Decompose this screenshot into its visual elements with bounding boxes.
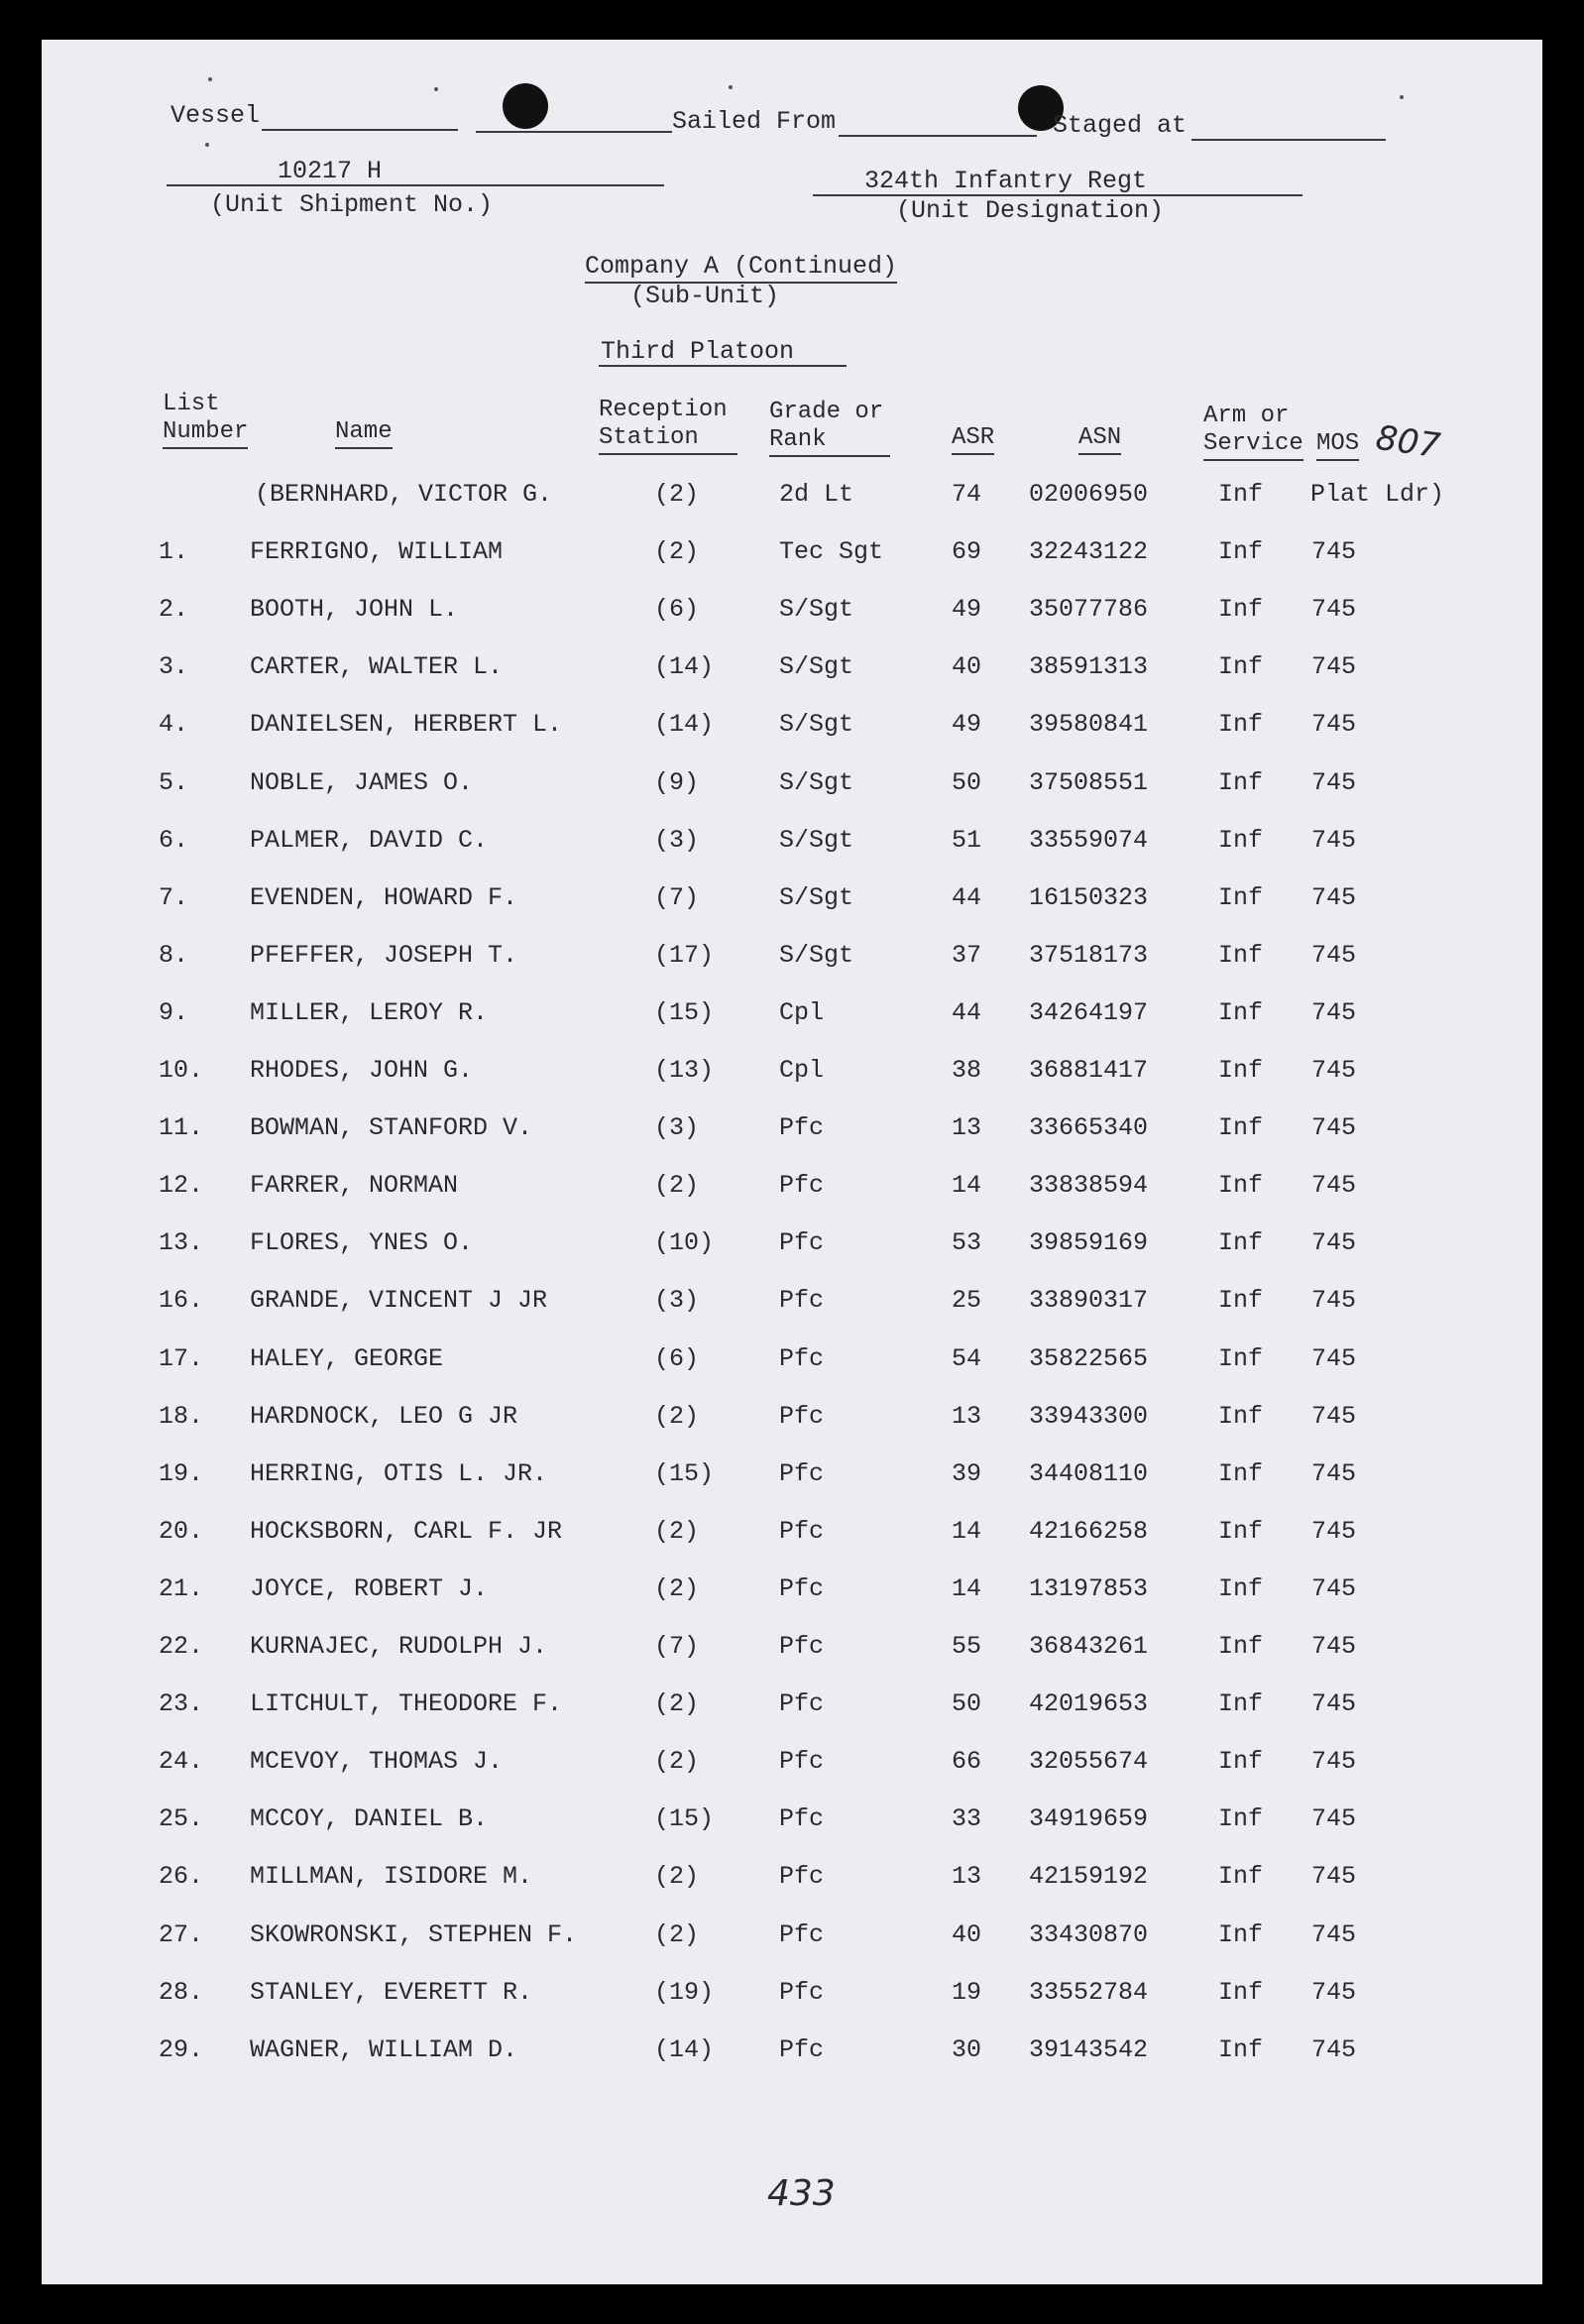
table-row xyxy=(42,883,1542,923)
table-row xyxy=(42,1632,1542,1672)
table-row xyxy=(42,480,1542,520)
speck xyxy=(208,77,212,81)
row-number: 29. xyxy=(159,2034,204,2064)
row-mos: 745 xyxy=(1311,652,1357,682)
table-row xyxy=(42,1113,1542,1153)
row-asn: 34919659 xyxy=(1029,1804,1149,1834)
row-asr: 49 xyxy=(952,710,982,740)
row-name: PFEFFER, JOSEPH T. xyxy=(250,940,518,970)
row-asn: 16150323 xyxy=(1029,882,1149,912)
row-arm: Inf xyxy=(1218,1862,1264,1892)
row-name: HERRING, OTIS L. JR. xyxy=(250,1458,548,1488)
row-name: LITCHULT, THEODORE F. xyxy=(250,1689,563,1719)
row-number: 25. xyxy=(159,1804,204,1834)
row-grade: Pfc xyxy=(779,1171,825,1201)
row-arm: Inf xyxy=(1218,997,1264,1027)
row-number: 2. xyxy=(159,595,189,625)
speck xyxy=(434,87,438,91)
row-asn: 39859169 xyxy=(1029,1228,1149,1258)
row-arm: Inf xyxy=(1218,1689,1264,1719)
row-arm: Inf xyxy=(1218,1171,1264,1201)
row-name: HALEY, GEORGE xyxy=(250,1343,444,1373)
row-reception-station: (14) xyxy=(654,2034,715,2064)
row-name: MILLMAN, ISIDORE M. xyxy=(250,1862,533,1892)
unit-shipment-caption: (Unit Shipment No.) xyxy=(210,190,494,219)
row-number: 23. xyxy=(159,1689,204,1719)
row-mos: Plat Ldr) xyxy=(1310,480,1445,509)
vessel-underline-2 xyxy=(476,131,672,133)
row-name: NOBLE, JAMES O. xyxy=(250,767,474,797)
sailed-from-label: Sailed From xyxy=(672,107,837,136)
row-grade: Pfc xyxy=(779,1862,825,1892)
row-reception-station: (2) xyxy=(654,1516,700,1546)
row-mos: 745 xyxy=(1311,1862,1357,1892)
row-arm: Inf xyxy=(1218,1343,1264,1373)
row-reception-station: (2) xyxy=(654,537,700,567)
row-grade: Pfc xyxy=(779,1573,825,1603)
row-arm: Inf xyxy=(1218,1458,1264,1488)
row-number: 27. xyxy=(159,1919,204,1949)
row-name: FERRIGNO, WILLIAM xyxy=(250,537,504,567)
row-grade: Pfc xyxy=(779,1632,825,1661)
row-number: 16. xyxy=(159,1286,204,1316)
row-reception-station: (3) xyxy=(654,1286,700,1316)
row-asr: 14 xyxy=(952,1171,982,1201)
row-asr: 40 xyxy=(952,652,982,682)
row-asn: 36881417 xyxy=(1029,1056,1149,1085)
table-row xyxy=(42,1517,1542,1557)
row-asn: 33665340 xyxy=(1029,1113,1149,1143)
row-asr: 66 xyxy=(952,1747,982,1777)
row-number: 21. xyxy=(159,1573,204,1603)
row-asn: 37518173 xyxy=(1029,940,1149,970)
table-row xyxy=(42,768,1542,808)
sub-unit-caption: (Sub-Unit) xyxy=(630,282,780,310)
row-mos: 745 xyxy=(1311,767,1357,797)
row-asr: 50 xyxy=(952,1689,982,1719)
row-arm: Inf xyxy=(1218,1804,1264,1834)
row-reception-station: (15) xyxy=(654,997,715,1027)
row-mos: 745 xyxy=(1311,1977,1357,2007)
table-row xyxy=(42,941,1542,981)
table-row xyxy=(42,1978,1542,2018)
table-row xyxy=(42,1689,1542,1729)
row-mos: 745 xyxy=(1311,1286,1357,1316)
row-number: 1. xyxy=(159,537,189,567)
sub-unit: Company A (Continued) xyxy=(585,252,897,284)
row-grade: Pfc xyxy=(779,1747,825,1777)
speck xyxy=(205,143,209,147)
row-number: 26. xyxy=(159,1862,204,1892)
table-row xyxy=(42,1056,1542,1096)
table-row xyxy=(42,1171,1542,1211)
row-asn: 33552784 xyxy=(1029,1977,1149,2007)
row-arm: Inf xyxy=(1218,537,1264,567)
table-row xyxy=(42,1228,1542,1268)
row-mos: 745 xyxy=(1311,882,1357,912)
row-arm: Inf xyxy=(1218,1919,1264,1949)
row-asr: 13 xyxy=(952,1113,982,1143)
row-asn: 33838594 xyxy=(1029,1171,1149,1201)
row-asn: 33430870 xyxy=(1029,1919,1149,1949)
row-name: GRANDE, VINCENT J JR xyxy=(250,1286,548,1316)
row-reception-station: (3) xyxy=(654,1113,700,1143)
col-list-number: List Number xyxy=(163,391,248,449)
row-asr: 37 xyxy=(952,940,982,970)
row-name: HOCKSBORN, CARL F. JR xyxy=(250,1516,563,1546)
row-grade: Cpl xyxy=(779,997,825,1027)
row-reception-station: (2) xyxy=(654,1747,700,1777)
row-number: 6. xyxy=(159,825,189,855)
row-arm: Inf xyxy=(1218,1286,1264,1316)
row-arm: Inf xyxy=(1218,1977,1264,2007)
row-grade: Pfc xyxy=(779,1689,825,1719)
row-asn: 38591313 xyxy=(1029,652,1149,682)
row-number: 3. xyxy=(159,652,189,682)
row-grade: Pfc xyxy=(779,1804,825,1834)
row-mos: 745 xyxy=(1311,1689,1357,1719)
col-reception-station: Reception Station xyxy=(599,397,737,455)
row-asr: 53 xyxy=(952,1228,982,1258)
row-reception-station: (6) xyxy=(654,1343,700,1373)
vessel-underline xyxy=(262,129,458,131)
row-grade: Pfc xyxy=(779,1401,825,1431)
row-name: EVENDEN, HOWARD F. xyxy=(250,882,518,912)
row-reception-station: (2) xyxy=(654,1171,700,1201)
row-mos: 745 xyxy=(1311,1747,1357,1777)
row-asn: 35822565 xyxy=(1029,1343,1149,1373)
row-asr: 54 xyxy=(952,1343,982,1373)
row-asn: 32055674 xyxy=(1029,1747,1149,1777)
row-number: 9. xyxy=(159,997,189,1027)
unit-designation: 324th Infantry Regt xyxy=(864,167,1148,195)
row-grade: Pfc xyxy=(779,1458,825,1488)
row-name: WAGNER, WILLIAM D. xyxy=(250,2034,518,2064)
punch-hole-left xyxy=(503,83,548,129)
row-grade: Pfc xyxy=(779,1113,825,1143)
row-grade: S/Sgt xyxy=(779,652,854,682)
unit-designation-caption: (Unit Designation) xyxy=(896,196,1165,225)
row-asn: 33890317 xyxy=(1029,1286,1149,1316)
row-reception-station: (19) xyxy=(654,1977,715,2007)
staged-at-underline xyxy=(1191,139,1386,141)
row-asn: 37508551 xyxy=(1029,767,1149,797)
row-grade: Tec Sgt xyxy=(779,537,884,567)
row-grade: S/Sgt xyxy=(779,767,854,797)
row-number: 22. xyxy=(159,1632,204,1661)
row-number: 8. xyxy=(159,940,189,970)
row-grade: Cpl xyxy=(779,1056,825,1085)
table-row xyxy=(42,1459,1542,1499)
row-arm: Inf xyxy=(1218,882,1264,912)
row-asr: 13 xyxy=(952,1862,982,1892)
row-arm: Inf xyxy=(1218,1573,1264,1603)
row-mos: 745 xyxy=(1311,825,1357,855)
row-number: 12. xyxy=(159,1171,204,1201)
table-row xyxy=(42,1920,1542,1960)
row-asn: 34264197 xyxy=(1029,997,1149,1027)
row-mos: 745 xyxy=(1311,997,1357,1027)
row-reception-station: (2) xyxy=(654,1689,700,1719)
row-asr: 44 xyxy=(952,882,982,912)
row-arm: Inf xyxy=(1218,1056,1264,1085)
row-grade: S/Sgt xyxy=(779,825,854,855)
vessel-label: Vessel xyxy=(170,101,261,130)
table-row xyxy=(42,1286,1542,1326)
row-name: FLORES, YNES O. xyxy=(250,1228,474,1258)
row-number: 4. xyxy=(159,710,189,740)
row-arm: Inf xyxy=(1218,1632,1264,1661)
row-asr: 39 xyxy=(952,1458,982,1488)
row-asn: 39143542 xyxy=(1029,2034,1149,2064)
col-asn: ASN xyxy=(1078,424,1121,455)
col-arm-service: Arm or Service xyxy=(1203,403,1303,461)
table-row xyxy=(42,595,1542,635)
row-asn: 33559074 xyxy=(1029,825,1149,855)
row-number: 18. xyxy=(159,1401,204,1431)
row-number: 13. xyxy=(159,1228,204,1258)
row-mos: 745 xyxy=(1311,2034,1357,2064)
row-number: 17. xyxy=(159,1343,204,1373)
table-row xyxy=(42,537,1542,577)
row-mos: 745 xyxy=(1311,1056,1357,1085)
row-mos: 745 xyxy=(1311,1516,1357,1546)
row-reception-station: (14) xyxy=(654,652,715,682)
row-asr: 19 xyxy=(952,1977,982,2007)
row-asr: 44 xyxy=(952,997,982,1027)
unit-shipment-underline xyxy=(167,184,664,186)
row-reception-station: (17) xyxy=(654,940,715,970)
row-mos: 745 xyxy=(1311,940,1357,970)
row-name: BOWMAN, STANFORD V. xyxy=(250,1113,533,1143)
col-mos: MOS xyxy=(1316,430,1359,461)
row-number: 10. xyxy=(159,1056,204,1085)
row-asr: 14 xyxy=(952,1516,982,1546)
row-mos: 745 xyxy=(1311,710,1357,740)
row-number: 7. xyxy=(159,882,189,912)
row-reception-station: (2) xyxy=(654,480,700,509)
row-asr: 55 xyxy=(952,1632,982,1661)
table-row xyxy=(42,1574,1542,1614)
row-name: KURNAJEC, RUDOLPH J. xyxy=(250,1632,548,1661)
row-name: MILLER, LEROY R. xyxy=(250,997,489,1027)
row-asn: 42166258 xyxy=(1029,1516,1149,1546)
row-asr: 30 xyxy=(952,2034,982,2064)
row-grade: S/Sgt xyxy=(779,940,854,970)
row-asr: 74 xyxy=(952,480,982,509)
sailed-from-underline xyxy=(839,135,1037,137)
row-number: 20. xyxy=(159,1516,204,1546)
row-name: MCEVOY, THOMAS J. xyxy=(250,1747,504,1777)
row-asn: 42019653 xyxy=(1029,1689,1149,1719)
row-arm: Inf xyxy=(1218,710,1264,740)
row-asr: 49 xyxy=(952,595,982,625)
row-name: MCCOY, DANIEL B. xyxy=(250,1804,489,1834)
row-number: 5. xyxy=(159,767,189,797)
row-number: 19. xyxy=(159,1458,204,1488)
row-reception-station: (14) xyxy=(654,710,715,740)
row-name: PALMER, DAVID C. xyxy=(250,825,489,855)
row-asr: 25 xyxy=(952,1286,982,1316)
row-reception-station: (15) xyxy=(654,1804,715,1834)
row-reception-station: (3) xyxy=(654,825,700,855)
row-reception-station: (2) xyxy=(654,1573,700,1603)
row-mos: 745 xyxy=(1311,1919,1357,1949)
row-reception-station: (7) xyxy=(654,1632,700,1661)
table-row xyxy=(42,2035,1542,2075)
row-asn: 33943300 xyxy=(1029,1401,1149,1431)
row-grade: Pfc xyxy=(779,1919,825,1949)
col-grade-rank: Grade or Rank xyxy=(769,399,890,457)
row-arm: Inf xyxy=(1218,595,1264,625)
row-mos: 745 xyxy=(1311,1113,1357,1143)
document-page xyxy=(42,40,1542,2284)
table-row xyxy=(42,1344,1542,1384)
row-reception-station: (2) xyxy=(654,1862,700,1892)
table-row xyxy=(42,1862,1542,1902)
row-asn: 39580841 xyxy=(1029,710,1149,740)
row-asn: 35077786 xyxy=(1029,595,1149,625)
row-arm: Inf xyxy=(1218,2034,1264,2064)
row-asn: 34408110 xyxy=(1029,1458,1149,1488)
row-mos: 745 xyxy=(1311,1804,1357,1834)
row-arm: Inf xyxy=(1218,767,1264,797)
row-asr: 33 xyxy=(952,1804,982,1834)
row-number: 11. xyxy=(159,1113,204,1143)
row-grade: Pfc xyxy=(779,1516,825,1546)
staged-at-label: Staged at xyxy=(1053,111,1188,140)
row-mos: 745 xyxy=(1311,1228,1357,1258)
table-row xyxy=(42,1402,1542,1442)
table-row xyxy=(42,652,1542,692)
row-grade: Pfc xyxy=(779,1228,825,1258)
row-asr: 40 xyxy=(952,1919,982,1949)
row-asn: 32243122 xyxy=(1029,537,1149,567)
table-row xyxy=(42,1747,1542,1787)
row-grade: S/Sgt xyxy=(779,710,854,740)
row-reception-station: (15) xyxy=(654,1458,715,1488)
row-reception-station: (2) xyxy=(654,1401,700,1431)
row-reception-station: (13) xyxy=(654,1056,715,1085)
row-mos: 745 xyxy=(1311,1343,1357,1373)
row-asr: 50 xyxy=(952,767,982,797)
row-mos: 745 xyxy=(1311,537,1357,567)
row-mos: 745 xyxy=(1311,1632,1357,1661)
row-asr: 51 xyxy=(952,825,982,855)
row-arm: Inf xyxy=(1218,940,1264,970)
platoon-underline xyxy=(599,365,847,367)
row-mos: 745 xyxy=(1311,1401,1357,1431)
table-row xyxy=(42,1804,1542,1844)
row-reception-station: (7) xyxy=(654,882,700,912)
row-grade: Pfc xyxy=(779,1343,825,1373)
row-asn: 13197853 xyxy=(1029,1573,1149,1603)
row-reception-station: (2) xyxy=(654,1919,700,1949)
row-reception-station: (9) xyxy=(654,767,700,797)
row-name: (BERNHARD, VICTOR G. xyxy=(255,480,553,509)
row-mos: 745 xyxy=(1311,1171,1357,1201)
col-asr: ASR xyxy=(952,424,994,455)
platoon-title: Third Platoon xyxy=(601,337,795,366)
row-grade: Pfc xyxy=(779,1977,825,2007)
row-number: 24. xyxy=(159,1747,204,1777)
row-name: CARTER, WALTER L. xyxy=(250,652,504,682)
row-mos: 745 xyxy=(1311,1458,1357,1488)
row-grade: S/Sgt xyxy=(779,595,854,625)
row-arm: Inf xyxy=(1218,1516,1264,1546)
row-asr: 13 xyxy=(952,1401,982,1431)
row-asr: 14 xyxy=(952,1573,982,1603)
row-reception-station: (6) xyxy=(654,595,700,625)
table-row xyxy=(42,826,1542,866)
row-number: 28. xyxy=(159,1977,204,2007)
row-name: HARDNOCK, LEO G JR xyxy=(250,1401,518,1431)
row-arm: Inf xyxy=(1218,1228,1264,1258)
row-reception-station: (10) xyxy=(654,1228,715,1258)
page-number: 433 xyxy=(767,2173,836,2214)
row-grade: Pfc xyxy=(779,2034,825,2064)
row-arm: Inf xyxy=(1218,1401,1264,1431)
row-name: FARRER, NORMAN xyxy=(250,1171,459,1201)
row-arm: Inf xyxy=(1218,480,1264,509)
row-arm: Inf xyxy=(1218,652,1264,682)
row-name: DANIELSEN, HERBERT L. xyxy=(250,710,563,740)
row-name: STANLEY, EVERETT R. xyxy=(250,1977,533,2007)
row-grade: 2d Lt xyxy=(779,480,854,509)
row-grade: S/Sgt xyxy=(779,882,854,912)
speck xyxy=(729,85,733,89)
row-asr: 69 xyxy=(952,537,982,567)
row-arm: Inf xyxy=(1218,1113,1264,1143)
row-name: RHODES, JOHN G. xyxy=(250,1056,474,1085)
row-asn: 02006950 xyxy=(1029,480,1149,509)
row-name: SKOWRONSKI, STEPHEN F. xyxy=(250,1919,578,1949)
col-name: Name xyxy=(335,418,393,449)
table-row xyxy=(42,710,1542,750)
row-asn: 36843261 xyxy=(1029,1632,1149,1661)
row-asr: 38 xyxy=(952,1056,982,1085)
speck xyxy=(1400,95,1404,99)
row-asn: 42159192 xyxy=(1029,1862,1149,1892)
table-row xyxy=(42,998,1542,1038)
row-grade: Pfc xyxy=(779,1286,825,1316)
row-name: BOOTH, JOHN L. xyxy=(250,595,459,625)
row-mos: 745 xyxy=(1311,1573,1357,1603)
row-arm: Inf xyxy=(1218,1747,1264,1777)
handwritten-annotation: 807 xyxy=(1373,417,1443,467)
unit-shipment-no: 10217 H xyxy=(278,157,383,185)
row-arm: Inf xyxy=(1218,825,1264,855)
row-mos: 745 xyxy=(1311,595,1357,625)
row-name: JOYCE, ROBERT J. xyxy=(250,1573,489,1603)
